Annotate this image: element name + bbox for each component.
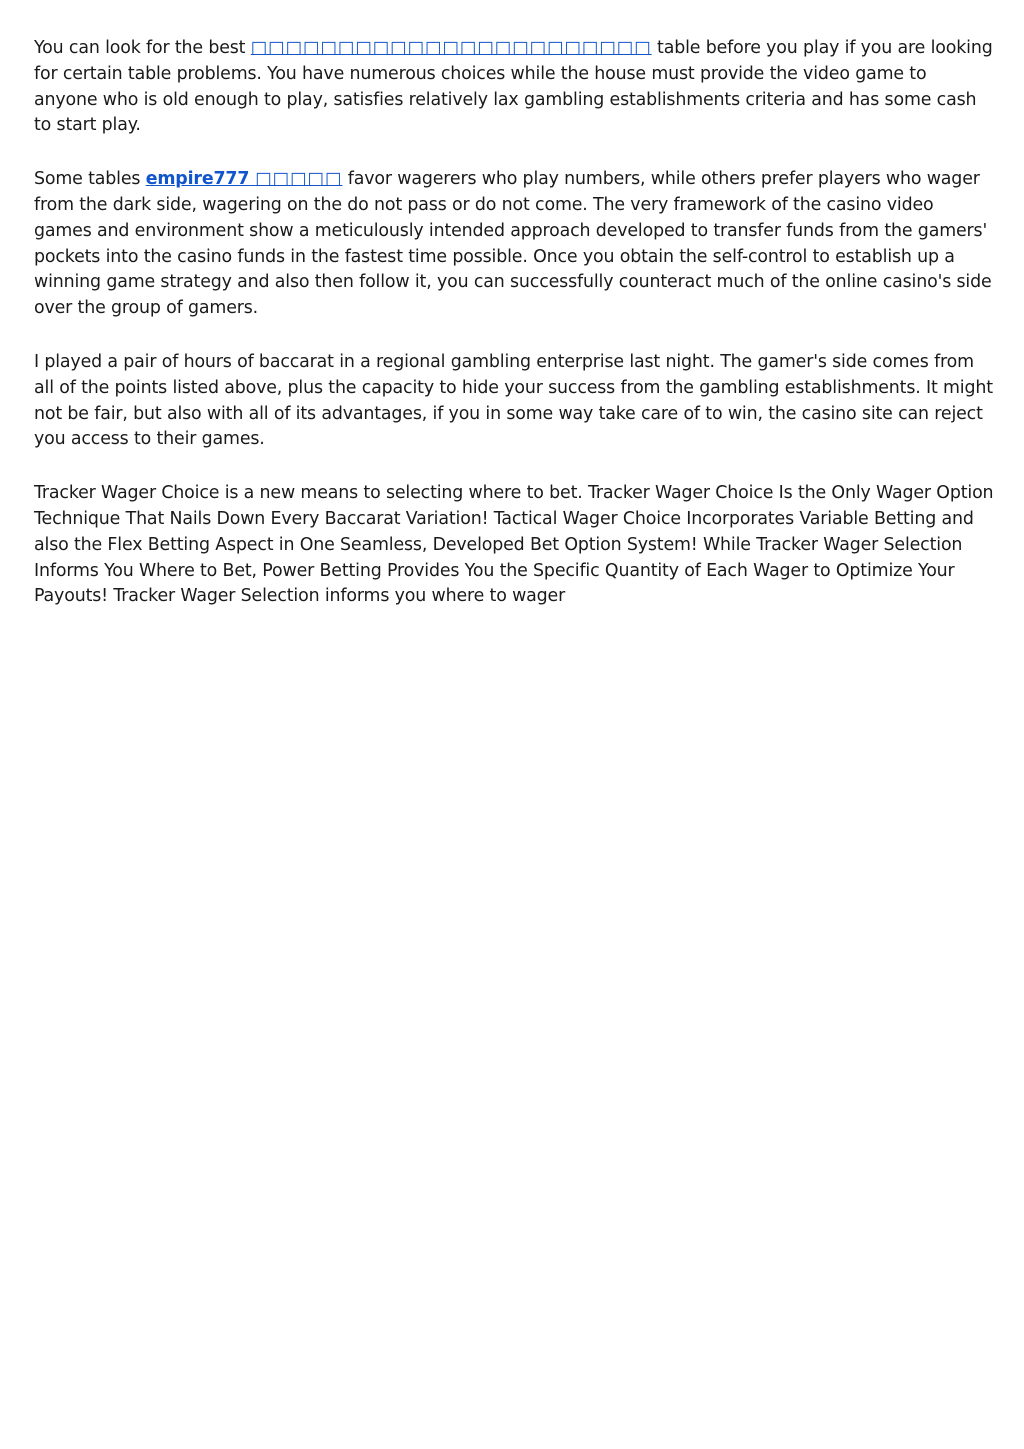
paragraph-2-rest: favor wagerers who play numbers, while others prefer players who wager from the dark side, wagering on the do not pass or do not come. The very framework of the casino video games and environment show a meticulously intended approach developed to transfer funds from the gamers' pockets into the casino funds in the fastest time possible. Once you obtain the self-control to establish up a winning game strategy and also then follow it, you can successfully counteract much of the online casino's side over the group of gamers. xyxy=(34,169,992,319)
empire777-link-glyphs: □□□□□ xyxy=(255,169,343,190)
paragraph-3: I played a pair of hours of baccarat in a regional gambling enterprise last night. The gamer's side comes from all of the points listed above, plus the capacity to hide your success from the gambling establishments. It might not be fair, but also with all of its advantages, if you in some way take care of to win, the casino site can reject you access to their games. xyxy=(34,351,993,450)
paragraph-1-rest: table before you play if you are looking for certain table problems. You have numerous choices while the house must provide the video game to anyone who is old enough to play, satisfies relatively lax gambling establishments criteria and has some cash to start play. xyxy=(34,38,993,136)
document-body xyxy=(34,36,994,638)
best-table-link[interactable]: □□□□□□□□□□□□□□□□□□□□□□□ xyxy=(250,38,652,58)
paragraph-2-lead: Some tables xyxy=(34,169,146,190)
paragraph-1-lead: You can look for the best xyxy=(34,38,251,58)
paragraph-4: Tracker Wager Choice is a new means to selecting where to bet. Tracker Wager Choice Is the Only Wager Option Technique That Nails Down Every Baccarat Variation! Tactical Wager Choice Incorporates Variable Betting and also the Flex Betting Aspect in One Seamless, Developed Bet Option System! While Tracker Wager Selection Informs You Where to Bet, Power Betting Provides You the Specific Quantity of Each Wager to Optimize Your Payouts! Tracker Wager Selection informs you where to wager xyxy=(34,483,994,607)
empire777-link[interactable] xyxy=(146,169,343,189)
empire777-link-label: empire777 xyxy=(145,169,250,190)
paragraph-2 xyxy=(34,167,994,322)
paragraph-1 xyxy=(34,36,994,139)
